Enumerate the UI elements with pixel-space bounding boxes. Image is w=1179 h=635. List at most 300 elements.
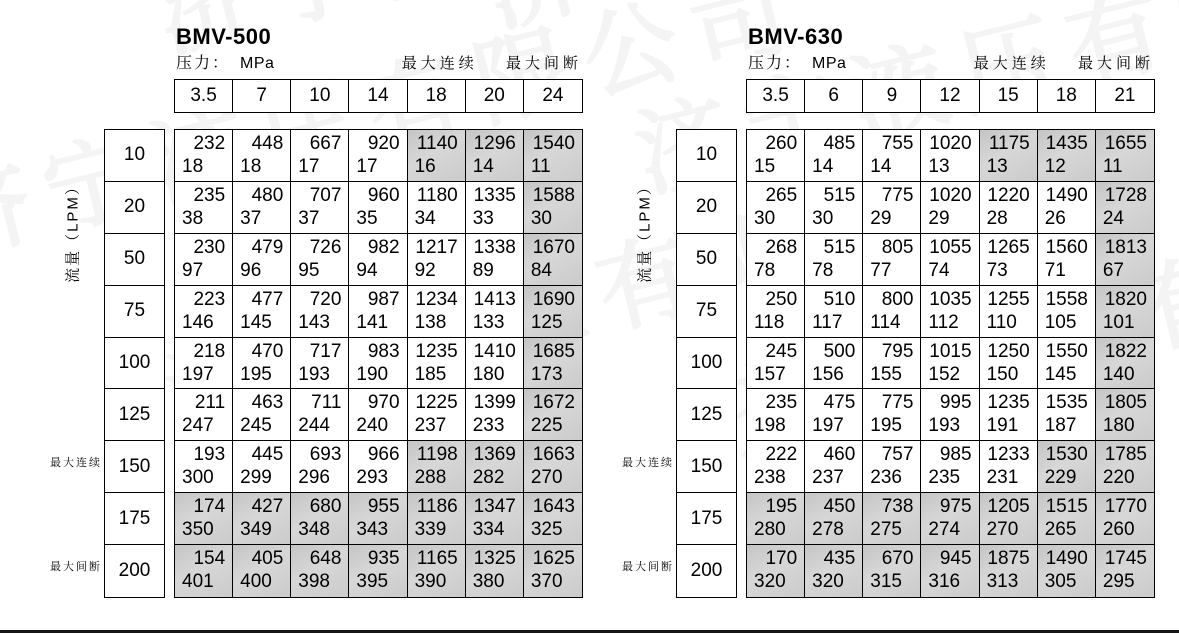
torque-value: 1369 <box>473 444 516 466</box>
speed-value: 401 <box>182 571 214 593</box>
speed-value: 197 <box>182 363 214 385</box>
data-cell <box>1096 441 1154 493</box>
data-cell <box>233 545 291 597</box>
pressure-header-cell: 21 <box>1114 85 1136 106</box>
flow-cell: 10 <box>105 130 164 182</box>
torque-value: 1335 <box>473 184 516 206</box>
speed-value: 190 <box>356 363 389 385</box>
speed-value: 89 <box>472 259 494 281</box>
pressure-header-cell: 18 <box>408 80 466 112</box>
data-cell <box>233 493 291 545</box>
data-cell <box>291 441 349 493</box>
data-cell <box>175 338 233 390</box>
torque-value: 1672 <box>532 392 575 414</box>
data-cell <box>408 234 466 286</box>
data-cell <box>805 441 863 493</box>
bmv-630-table <box>572 0 1179 635</box>
speed-value: 145 <box>240 311 272 333</box>
speed-value: 280 <box>754 519 786 541</box>
speed-value: 195 <box>240 363 272 385</box>
torque-value: 795 <box>881 340 914 362</box>
data-cell <box>175 182 233 234</box>
speed-value: 71 <box>1044 259 1066 281</box>
speed-value: 96 <box>240 259 262 281</box>
model-title: BMV-500 <box>176 24 272 49</box>
legend-max-intermittent: 最大间断 <box>505 55 582 72</box>
torque-value: 982 <box>367 236 400 258</box>
data-cell <box>1038 130 1096 182</box>
speed-value: 28 <box>986 207 1008 229</box>
torque-value: 463 <box>251 392 284 414</box>
data-cell <box>863 493 921 545</box>
data-cell <box>747 338 805 390</box>
data-cell <box>408 130 466 182</box>
speed-value: 30 <box>530 207 552 229</box>
speed-value: 313 <box>986 571 1019 593</box>
torque-value: 1020 <box>929 184 972 206</box>
flow-cell: 50 <box>677 234 736 286</box>
torque-value: 1250 <box>987 340 1030 362</box>
data-cell <box>349 182 407 234</box>
speed-value: 300 <box>182 467 214 489</box>
data-cell <box>805 130 863 182</box>
legend <box>300 52 582 73</box>
data-cell <box>1038 338 1096 390</box>
row-marker-max-continuous: 最大连续 <box>622 457 674 469</box>
torque-value: 775 <box>881 184 914 206</box>
torque-value: 1550 <box>1045 340 1088 362</box>
speed-value: 325 <box>530 519 563 541</box>
data-cell <box>863 286 921 338</box>
speed-value: 13 <box>986 156 1008 177</box>
data-cell <box>349 130 407 182</box>
torque-value: 1205 <box>987 496 1030 518</box>
speed-value: 334 <box>472 519 505 541</box>
torque-value: 1643 <box>532 496 575 518</box>
legend <box>872 52 1154 73</box>
speed-value: 110 <box>986 311 1017 333</box>
speed-value: 78 <box>812 259 834 281</box>
flow-cell: 100 <box>677 338 736 390</box>
torque-value: 195 <box>765 496 798 518</box>
flow-cell: 200 <box>118 560 151 582</box>
speed-value: 157 <box>754 363 786 385</box>
torque-value: 966 <box>367 444 400 466</box>
data-cell <box>466 234 524 286</box>
speed-value: 117 <box>812 311 843 333</box>
speed-value: 150 <box>986 363 1019 385</box>
torque-value: 405 <box>251 548 284 570</box>
torque-value: 235 <box>193 184 226 206</box>
torque-value: 250 <box>765 288 798 310</box>
data-cell <box>291 234 349 286</box>
data-cell <box>466 441 524 493</box>
torque-value: 1785 <box>1104 444 1147 466</box>
torque-value: 1655 <box>1104 133 1147 154</box>
data-cell <box>921 338 979 390</box>
data-cell <box>349 338 407 390</box>
data-cell <box>747 234 805 286</box>
data-cell <box>466 389 524 441</box>
torque-value: 693 <box>309 444 342 466</box>
data-cell <box>1038 234 1096 286</box>
torque-value: 193 <box>193 444 226 466</box>
torque-value: 800 <box>881 288 914 310</box>
speed-value: 299 <box>240 467 272 489</box>
pressure-caption <box>176 50 274 73</box>
speed-value: 143 <box>298 311 330 333</box>
data-cell <box>805 286 863 338</box>
torque-value: 448 <box>251 133 284 154</box>
data-cell <box>863 130 921 182</box>
torque-value: 1530 <box>1045 444 1088 466</box>
speed-value: 237 <box>812 467 844 489</box>
speed-value: 30 <box>812 207 834 229</box>
data-cell <box>1038 441 1096 493</box>
data-cell <box>747 389 805 441</box>
pressure-label: 压力： <box>748 55 803 72</box>
torque-value: 1515 <box>1045 496 1088 518</box>
torque-value: 1745 <box>1104 548 1147 570</box>
data-cell <box>1096 338 1154 390</box>
speed-value: 237 <box>414 415 447 437</box>
speed-value: 370 <box>530 571 563 593</box>
legend-max-intermittent: 最大间断 <box>1077 55 1154 72</box>
torque-value: 211 <box>194 392 226 414</box>
torque-value: 1265 <box>987 236 1030 258</box>
data-cell <box>921 545 979 597</box>
data-cell <box>349 389 407 441</box>
speed-value: 77 <box>870 259 892 281</box>
data-cell <box>1096 493 1154 545</box>
speed-value: 17 <box>298 156 320 177</box>
data-cell <box>747 441 805 493</box>
legend-max-continuous: 最大连续 <box>973 55 1050 72</box>
pressure-header-cell: 3.5 <box>175 80 233 112</box>
data-cell <box>408 182 466 234</box>
speed-value: 348 <box>298 519 330 541</box>
speed-value: 198 <box>754 415 786 437</box>
speed-value: 293 <box>356 467 389 489</box>
torque-value: 1663 <box>532 444 575 466</box>
flow-cell: 175 <box>105 493 164 545</box>
data-grid <box>746 129 1155 598</box>
torque-value: 1875 <box>987 548 1030 570</box>
speed-value: 180 <box>1102 415 1135 437</box>
torque-value: 983 <box>367 340 400 362</box>
data-cell <box>1038 389 1096 441</box>
speed-value: 225 <box>530 415 563 437</box>
torque-value: 1325 <box>473 548 516 570</box>
data-cell <box>233 389 291 441</box>
flow-cell: 175 <box>677 493 736 545</box>
torque-value: 470 <box>251 340 284 362</box>
speed-value: 146 <box>182 311 214 333</box>
torque-value: 717 <box>309 340 342 362</box>
pressure-header-cell: 6 <box>805 80 863 112</box>
data-cell <box>175 545 233 597</box>
pressure-unit: MPa <box>240 55 275 72</box>
torque-value: 1625 <box>532 548 575 570</box>
torque-value: 1690 <box>532 288 575 310</box>
torque-value: 230 <box>193 236 226 258</box>
data-cell <box>349 286 407 338</box>
speed-value: 16 <box>414 156 436 177</box>
torque-value: 1015 <box>929 340 972 362</box>
torque-value: 480 <box>251 184 284 206</box>
pressure-header-row <box>174 79 583 113</box>
speed-value: 275 <box>870 519 902 541</box>
speed-value: 236 <box>870 467 902 489</box>
speed-value: 101 <box>1102 311 1135 333</box>
speed-value: 29 <box>928 207 950 229</box>
speed-value: 155 <box>870 363 902 385</box>
data-cell <box>408 389 466 441</box>
data-cell <box>175 441 233 493</box>
data-cell <box>747 286 805 338</box>
torque-value: 935 <box>367 548 400 570</box>
flow-cell: 20 <box>677 182 736 234</box>
speed-value: 339 <box>414 519 447 541</box>
speed-value: 380 <box>472 571 505 593</box>
speed-value: 305 <box>1044 571 1077 593</box>
speed-value: 185 <box>414 363 447 385</box>
speed-value: 14 <box>472 156 494 177</box>
torque-value: 987 <box>367 288 400 310</box>
data-cell <box>863 338 921 390</box>
torque-value: 515 <box>823 236 856 258</box>
torque-value: 1813 <box>1104 236 1147 258</box>
torque-value: 1140 <box>416 133 458 154</box>
speed-value: 220 <box>1102 467 1135 489</box>
torque-value: 945 <box>939 548 972 570</box>
data-cell <box>466 493 524 545</box>
data-cell <box>805 389 863 441</box>
speed-value: 315 <box>870 571 902 593</box>
torque-value: 1255 <box>987 288 1030 310</box>
speed-value: 15 <box>754 156 776 177</box>
speed-value: 12 <box>1044 156 1066 177</box>
torque-value: 1235 <box>987 392 1030 414</box>
data-cell <box>466 545 524 597</box>
torque-value: 707 <box>309 184 342 206</box>
speed-value: 296 <box>298 467 330 489</box>
data-cell <box>291 493 349 545</box>
speed-value: 350 <box>182 519 214 541</box>
torque-value: 775 <box>881 392 914 414</box>
speed-value: 191 <box>986 415 1019 437</box>
flow-cell: 50 <box>105 234 164 286</box>
data-cell <box>863 234 921 286</box>
speed-value: 29 <box>870 207 892 229</box>
data-cell <box>747 182 805 234</box>
data-cell <box>466 286 524 338</box>
torque-value: 170 <box>765 548 798 570</box>
speed-value: 141 <box>356 311 389 333</box>
data-cell <box>747 545 805 597</box>
speed-value: 92 <box>414 259 436 281</box>
torque-value: 1558 <box>1045 288 1088 310</box>
speed-value: 245 <box>240 415 272 437</box>
speed-value: 125 <box>530 311 563 333</box>
torque-value: 1728 <box>1104 184 1147 206</box>
data-cell <box>349 441 407 493</box>
torque-value: 757 <box>881 444 914 466</box>
torque-value: 1186 <box>416 496 458 518</box>
data-cell <box>805 545 863 597</box>
pressure-header-row <box>746 79 1155 113</box>
speed-value: 67 <box>1102 259 1124 281</box>
speed-value: 282 <box>472 467 505 489</box>
speed-value: 94 <box>356 259 378 281</box>
torque-value: 1233 <box>987 444 1030 466</box>
torque-value: 265 <box>765 184 798 206</box>
data-cell <box>291 389 349 441</box>
speed-value: 105 <box>1044 311 1077 333</box>
speed-value: 274 <box>928 519 961 541</box>
speed-value: 17 <box>356 156 378 177</box>
speed-value: 265 <box>1044 519 1077 541</box>
speed-value: 400 <box>240 571 272 593</box>
data-cell <box>233 286 291 338</box>
torque-value: 755 <box>881 133 914 154</box>
data-cell <box>1038 286 1096 338</box>
speed-value: 233 <box>472 415 505 437</box>
torque-value: 500 <box>823 340 856 362</box>
bottom-rule <box>0 630 1179 633</box>
data-cell <box>980 234 1038 286</box>
torque-value: 955 <box>367 496 400 518</box>
torque-value: 970 <box>367 392 400 414</box>
speed-value: 14 <box>812 156 834 177</box>
data-cell <box>291 182 349 234</box>
flow-cell: 10 <box>677 130 736 182</box>
row-marker-max-intermittent: 最大间断 <box>622 561 674 573</box>
data-cell <box>921 234 979 286</box>
data-cell <box>980 182 1038 234</box>
pressure-header-cell: 14 <box>349 80 407 112</box>
speed-value: 156 <box>812 363 844 385</box>
pressure-header-cell: 3.5 <box>747 80 805 112</box>
data-cell <box>466 182 524 234</box>
pressure-header-cell: 20 <box>466 80 524 112</box>
legend-max-continuous: 最大连续 <box>401 55 478 72</box>
flow-cell: 150 <box>105 441 164 493</box>
torque-value: 1805 <box>1104 392 1147 414</box>
speed-value: 38 <box>182 207 204 229</box>
speed-value: 145 <box>1044 363 1077 385</box>
pressure-header-cell: 7 <box>233 80 291 112</box>
speed-value: 97 <box>182 259 204 281</box>
data-cell <box>175 130 233 182</box>
torque-value: 435 <box>823 548 856 570</box>
torque-value: 1198 <box>416 444 458 466</box>
flow-axis-label: 流量（LPM） <box>636 178 654 283</box>
speed-value: 140 <box>1102 363 1135 385</box>
flow-cell: 125 <box>677 389 736 441</box>
speed-value: 398 <box>298 571 330 593</box>
speed-value: 260 <box>1102 519 1135 541</box>
data-cell <box>921 389 979 441</box>
data-cell <box>175 389 233 441</box>
torque-value: 670 <box>881 548 914 570</box>
flow-axis-label: 流量（LPM） <box>64 178 82 283</box>
data-cell <box>747 493 805 545</box>
speed-value: 173 <box>530 363 563 385</box>
data-cell <box>980 389 1038 441</box>
data-cell <box>1096 545 1154 597</box>
torque-value: 427 <box>251 496 284 518</box>
torque-value: 232 <box>193 133 226 154</box>
data-cell <box>921 286 979 338</box>
pressure-header-cell: 18 <box>1038 80 1096 112</box>
data-cell <box>1096 286 1154 338</box>
speed-value: 244 <box>298 415 330 437</box>
torque-value: 738 <box>881 496 914 518</box>
data-cell <box>291 286 349 338</box>
speed-value: 187 <box>1044 415 1077 437</box>
torque-value: 1234 <box>415 288 458 310</box>
torque-value: 485 <box>823 133 856 154</box>
torque-value: 1490 <box>1045 548 1088 570</box>
data-cell <box>1096 389 1154 441</box>
data-cell <box>980 338 1038 390</box>
torque-value: 1020 <box>929 133 972 154</box>
torque-value: 1540 <box>532 133 575 154</box>
torque-value: 1820 <box>1104 288 1147 310</box>
pressure-header-cell: 24 <box>542 85 564 106</box>
data-cell <box>175 286 233 338</box>
torque-value: 515 <box>823 184 856 206</box>
torque-value: 680 <box>309 496 342 518</box>
flow-cell: 100 <box>105 338 164 390</box>
speed-value: 240 <box>356 415 389 437</box>
torque-value: 1175 <box>988 133 1030 154</box>
torque-value: 711 <box>311 392 342 414</box>
torque-value: 475 <box>823 392 856 414</box>
torque-value: 1225 <box>415 392 458 414</box>
speed-value: 118 <box>754 311 785 333</box>
data-cell <box>1096 234 1154 286</box>
speed-value: 11 <box>1102 156 1123 177</box>
data-cell <box>408 286 466 338</box>
data-cell <box>863 389 921 441</box>
torque-value: 805 <box>881 236 914 258</box>
torque-value: 985 <box>939 444 972 466</box>
data-cell <box>349 234 407 286</box>
data-cell <box>291 545 349 597</box>
data-cell <box>175 493 233 545</box>
flow-cell: 125 <box>105 389 164 441</box>
torque-value: 920 <box>367 133 400 154</box>
torque-value: 648 <box>309 548 342 570</box>
speed-value: 395 <box>356 571 389 593</box>
speed-value: 26 <box>1044 207 1066 229</box>
speed-value: 138 <box>414 311 447 333</box>
data-cell <box>980 441 1038 493</box>
torque-value: 235 <box>765 392 798 414</box>
data-cell <box>233 130 291 182</box>
speed-value: 270 <box>530 467 563 489</box>
data-grid <box>174 129 583 598</box>
torque-value: 510 <box>823 288 856 310</box>
torque-value: 479 <box>251 236 284 258</box>
data-cell <box>805 338 863 390</box>
data-cell <box>175 234 233 286</box>
speed-value: 24 <box>1102 207 1124 229</box>
speed-value: 18 <box>240 156 262 177</box>
torque-value: 1217 <box>415 236 458 258</box>
